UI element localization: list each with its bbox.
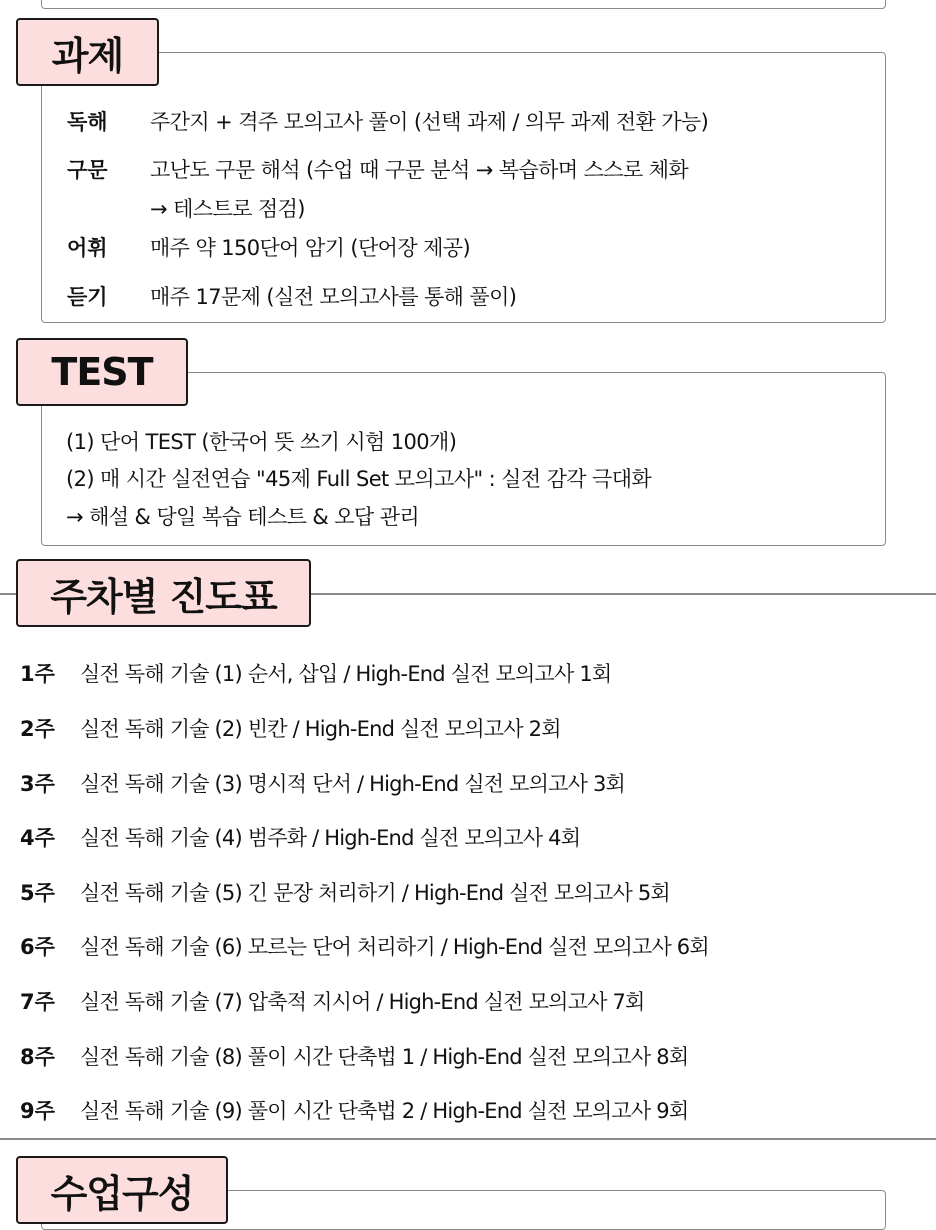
assignment-text-syntax-cont: → 테스트로 점검) [150, 197, 305, 221]
assignment-label-listening: 듣기 [67, 285, 108, 309]
week-label: 6주 [20, 935, 55, 959]
week-content: 실전 독해 기술 (7) 압축적 지시어 / High-End 실전 모의고사 7회 [80, 990, 645, 1014]
assignment-label-reading: 독해 [67, 110, 108, 134]
week-content: 실전 독해 기술 (6) 모르는 단어 처리하기 / High-End 실전 모의고사 6회 [80, 935, 709, 959]
week-content: 실전 독해 기술 (1) 순서, 삽입 / High-End 실전 모의고사 1회 [80, 662, 612, 686]
week-label: 2주 [20, 717, 55, 741]
week-label: 7주 [20, 990, 55, 1014]
previous-section-box-edge [41, 0, 886, 9]
week-label: 8주 [20, 1045, 55, 1069]
week-content: 실전 독해 기술 (4) 범주화 / High-End 실전 모의고사 4회 [80, 826, 581, 850]
schedule-title: 주차별 진도표 [16, 559, 311, 627]
assignments-title: 과제 [16, 18, 159, 86]
week-label: 9주 [20, 1099, 55, 1123]
week-content: 실전 독해 기술 (3) 명시적 단서 / High-End 실전 모의고사 3회 [80, 772, 626, 796]
week-content: 실전 독해 기술 (2) 빈칸 / High-End 실전 모의고사 2회 [80, 717, 561, 741]
week-label: 5주 [20, 881, 55, 905]
class-structure-title: 수업구성 [16, 1156, 228, 1224]
week-content: 실전 독해 기술 (5) 긴 문장 처리하기 / High-End 실전 모의고사 5회 [80, 881, 670, 905]
assignment-text-syntax: 고난도 구문 해석 (수업 때 구문 분석 → 복습하며 스스로 체화 [150, 158, 689, 182]
week-content: 실전 독해 기술 (9) 풀이 시간 단축법 2 / High-End 실전 모의고사 9회 [80, 1099, 689, 1123]
assignment-text-reading: 주간지 + 격주 모의고사 풀이 (선택 과제 / 의무 과제 전환 가능) [150, 110, 709, 134]
week-label: 4주 [20, 826, 55, 850]
class-structure-divider [0, 1138, 936, 1140]
week-label: 1주 [20, 662, 55, 686]
week-label: 3주 [20, 772, 55, 796]
assignment-text-vocab: 매주 약 150단어 암기 (단어장 제공) [150, 236, 471, 260]
test-line-3: → 해설 & 당일 복습 테스트 & 오답 관리 [66, 505, 420, 529]
assignment-text-listening: 매주 17문제 (실전 모의고사를 통해 풀이) [150, 285, 517, 309]
test-line-1: (1) 단어 TEST (한국어 뜻 쓰기 시험 100개) [66, 430, 457, 454]
test-line-2: (2) 매 시간 실전연습 "45제 Full Set 모의고사" : 실전 감각 극대화 [66, 467, 652, 491]
test-title: TEST [16, 338, 188, 406]
week-content: 실전 독해 기술 (8) 풀이 시간 단축법 1 / High-End 실전 모의고사 8회 [80, 1045, 689, 1069]
assignment-label-vocab: 어휘 [67, 236, 108, 260]
assignment-label-syntax: 구문 [67, 158, 108, 182]
